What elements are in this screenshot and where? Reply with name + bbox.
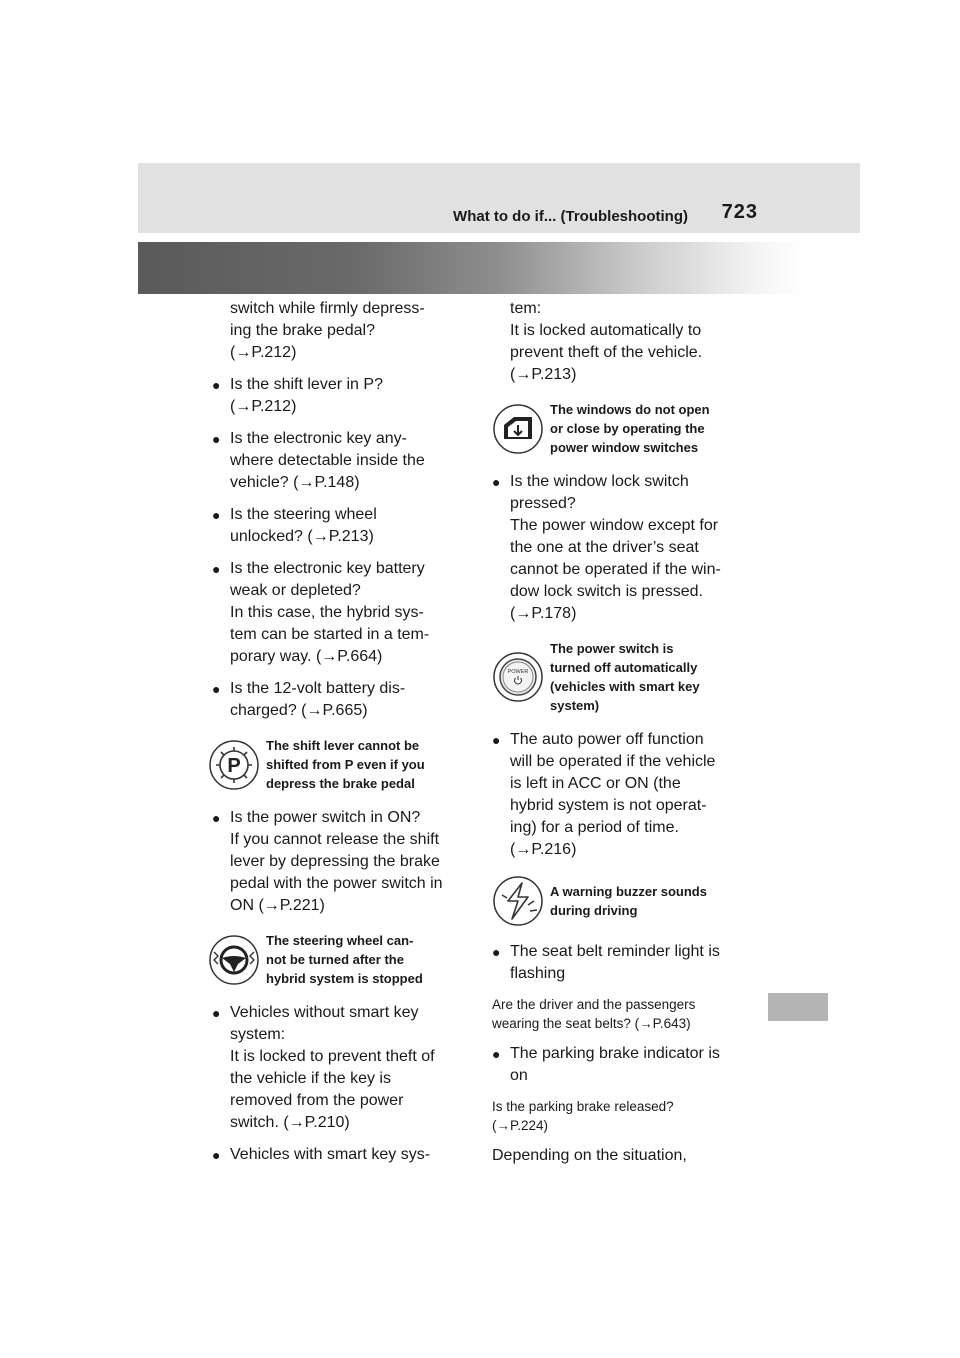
list-item: ● The seat belt reminder light is flashing	[492, 941, 754, 985]
section-shift-lever	[208, 736, 474, 793]
section-title: The windows do not open or close by operating the power window switches	[550, 402, 710, 455]
svg-text:P: P	[227, 754, 241, 777]
list-item: ● Is the window lock switch pressed? The power window except for the one at the driver’s seat cannot be operated if the win- dow lock switch is pressed. (→P.178)	[492, 471, 754, 625]
power-button-icon	[492, 651, 544, 703]
p-gear-icon	[208, 739, 260, 791]
section-title: The power switch is turned off automatically (vehicles with smart key system)	[550, 641, 700, 713]
list-item: ● Is the shift lever in P? (→P.212)	[212, 374, 474, 418]
left-column	[212, 298, 474, 1176]
list-item: ● The auto power off function will be operated if the vehicle is left in ACC or ON (the hybrid system is not operat- ing) for a period of time. (→P.216)	[492, 729, 754, 861]
header-gradient-band	[138, 242, 860, 294]
steering-wheel-icon	[208, 934, 260, 986]
list-item: ● Vehicles with smart key sys-	[212, 1144, 474, 1166]
section-title: The shift lever cannot be shifted from P even if you depress the brake pedal	[266, 738, 425, 791]
page-number: 723	[721, 201, 758, 223]
section-power-switch	[492, 639, 754, 715]
section-warning-buzzer	[492, 875, 754, 927]
list-item: ● Vehicles without smart key system: It is locked to prevent theft of the vehicle if the key is removed from the power switch. (→P.210)	[212, 1002, 474, 1134]
continued-text: switch while firmly depress- ing the brake pedal? (→P.212)	[230, 300, 425, 361]
window-switch-icon	[492, 403, 544, 455]
note-text: Is the parking brake released? (→P.224)	[492, 1099, 674, 1133]
svg-text:POWER: POWER	[507, 669, 529, 675]
list-item: ● Is the 12-volt battery dis- charged? (→P.665)	[212, 678, 474, 722]
note-text: Are the driver and the passengers wearing the seat belts? (→P.643)	[492, 997, 696, 1031]
header-title: What to do if... (Troubleshooting)	[453, 208, 688, 225]
continued-text: tem: It is locked automatically to prevent theft of the vehicle. (→P.213)	[510, 300, 703, 383]
warning-buzzer-icon	[492, 875, 544, 927]
list-item: ● Is the power switch in ON? If you cannot release the shift lever by depressing the brake pedal with the power switch in ON (→P.221)	[212, 807, 474, 917]
page-header	[138, 163, 860, 233]
section-windows	[492, 400, 754, 457]
section-title: A warning buzzer sounds during driving	[550, 884, 707, 918]
list-item: ● Is the electronic key battery weak or depleted? In this case, the hybrid sys- tem can be started in a tem- porary way. (→P.664)	[212, 558, 474, 668]
final-text: Depending on the situation,	[492, 1147, 687, 1164]
list-item: ● Is the steering wheel unlocked? (→P.213)	[212, 504, 474, 548]
section-title: The steering wheel can- not be turned after the hybrid system is stopped	[266, 933, 423, 986]
chapter-tab	[768, 993, 828, 1021]
list-item: ● Is the electronic key any- where detectable inside the vehicle? (→P.148)	[212, 428, 474, 494]
right-column	[492, 298, 754, 1167]
list-item: ● The parking brake indicator is on	[492, 1043, 754, 1087]
section-steering-wheel	[208, 931, 474, 988]
